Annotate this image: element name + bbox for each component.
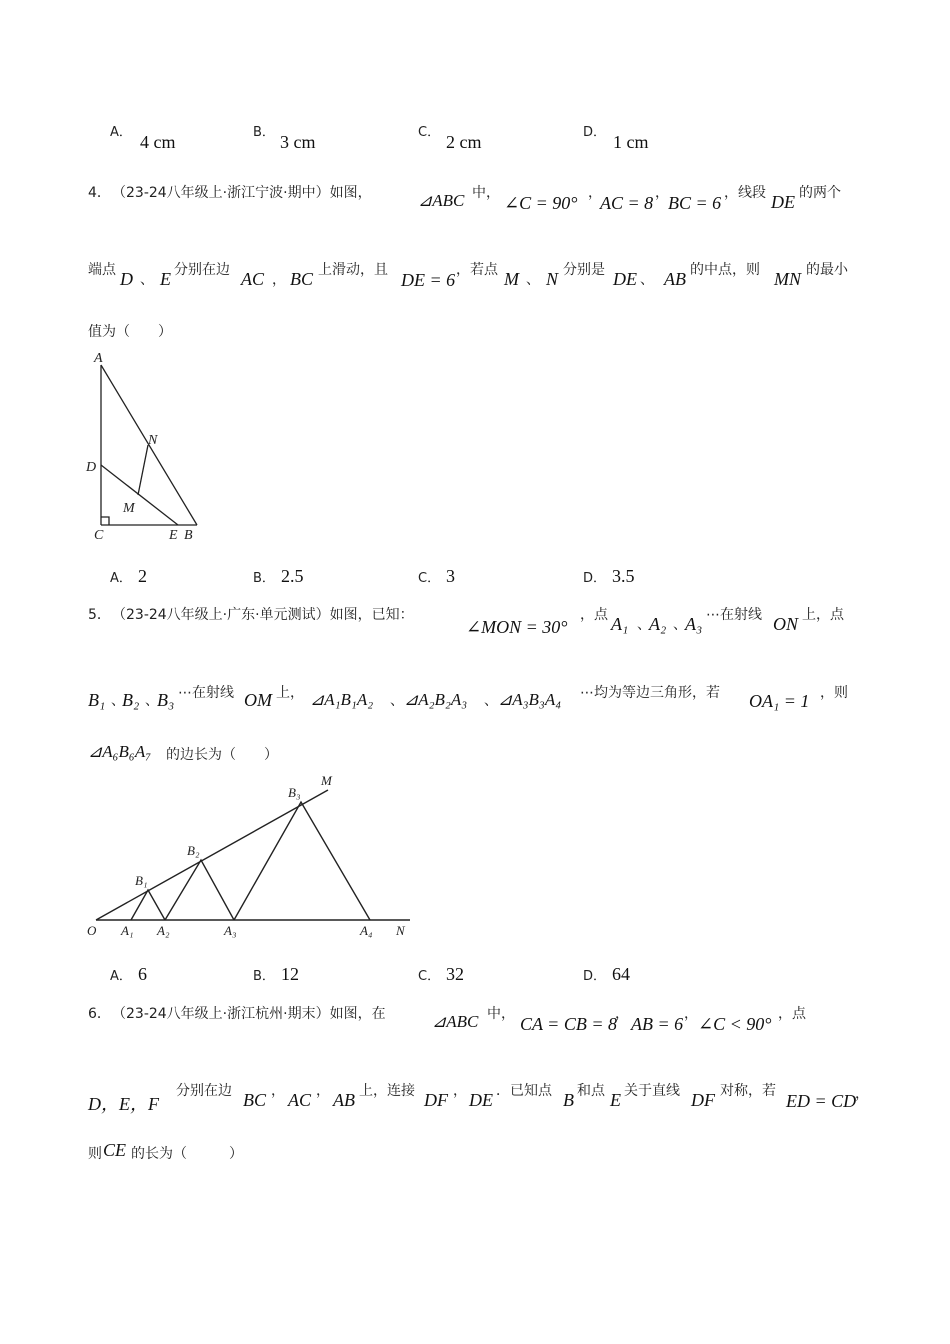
- q4-text: 的两个: [799, 185, 841, 201]
- q4-de: DE: [771, 192, 795, 212]
- q5-math: A₃: [685, 614, 703, 634]
- q5-math: ⊿A₃B₃A₄: [498, 690, 562, 709]
- q4-label-d: D: [86, 460, 97, 475]
- q5-option-a-label: A．: [110, 969, 132, 984]
- q5-math: B₃: [157, 690, 175, 710]
- q6-text: ，点: [778, 1006, 806, 1022]
- q6-math: E: [610, 1090, 621, 1110]
- q5-option-c-value: 32: [446, 964, 464, 984]
- q4-triangle: ⊿ABC: [418, 191, 465, 210]
- q5-text: ⋯在射线: [178, 685, 234, 701]
- q4-ac: AC = 8: [600, 193, 654, 213]
- q4-text: ，: [588, 185, 602, 201]
- q3-option-d-value: 1 cm: [613, 132, 649, 152]
- q5-math: A₁: [611, 614, 629, 634]
- q4-option-b-label: B．: [253, 571, 275, 586]
- q5-label-a3: A₃: [224, 923, 237, 938]
- q4-text: 分别在边: [174, 262, 230, 278]
- q4-bc: BC = 6: [668, 193, 722, 213]
- q5-option-d-label: D．: [583, 969, 607, 984]
- q6-text: ，: [316, 1083, 330, 1099]
- q5-text: ⋯均为等边三角形，若: [580, 685, 720, 701]
- q5-math: ⊿A₁B₁A₂: [310, 690, 374, 709]
- q6-math: DF: [691, 1090, 715, 1110]
- q3-option-b-value: 3 cm: [280, 132, 316, 152]
- q5-figure: [80, 768, 420, 943]
- q6-text: ，: [684, 1006, 698, 1022]
- q5-text: 、: [145, 693, 159, 709]
- q6-math: B: [563, 1090, 574, 1110]
- q4-label-b: B: [184, 528, 193, 543]
- q6-ce: CE: [103, 1140, 127, 1160]
- q6-source: （23-24八年级上·浙江杭州·期末）如图，在: [112, 1006, 386, 1022]
- q6-text: ，: [615, 1006, 629, 1022]
- q5-math: ⊿A₂B₂A₃: [404, 690, 468, 709]
- q5-text: 、: [111, 693, 125, 709]
- q5-text: ，则: [820, 685, 848, 701]
- q5-math: OM: [244, 690, 272, 710]
- q5-label-a4: A₄: [360, 923, 373, 938]
- q4-source: （23-24八年级上·浙江宁波·期中）如图，: [112, 185, 372, 201]
- q5-label-o: O: [87, 923, 97, 938]
- q4-label-a: A: [94, 351, 103, 366]
- q3-option-a-label: A．: [110, 125, 132, 140]
- q5-option-b-label: B．: [253, 969, 275, 984]
- q5-target-triangle: ⊿A₆B₆A₇: [88, 742, 152, 761]
- q3-option-c-label: C．: [418, 125, 441, 140]
- q4-math: M: [504, 269, 519, 289]
- q5-label-b2: B₂: [187, 843, 200, 858]
- q6-math: DE: [469, 1090, 493, 1110]
- q4-label-e: E: [169, 528, 178, 543]
- q6-math: ED = CD: [786, 1091, 857, 1111]
- q4-text: 的中点，则: [690, 262, 760, 278]
- q6-text: ，: [271, 1083, 285, 1099]
- q4-text: 端点: [88, 262, 116, 278]
- q4-option-a-value: 2: [138, 566, 147, 586]
- q4-option-c-value: 3: [446, 566, 455, 586]
- q4-math: BC: [290, 269, 314, 289]
- q4-text: 的最小: [806, 262, 848, 278]
- q4-option-d-label: D．: [583, 571, 607, 586]
- q6-math: AB = 6: [631, 1014, 684, 1034]
- q6-math: ∠C < 90°: [698, 1014, 772, 1034]
- q6-math: BC: [243, 1090, 267, 1110]
- q5-option-c-label: C．: [418, 969, 441, 984]
- q5-label-a2: A₂: [157, 923, 170, 938]
- q3-option-d-label: D．: [583, 125, 607, 140]
- q4-text: ，若点: [456, 262, 498, 278]
- q5-text: 、: [484, 693, 498, 709]
- q3-option-b-label: B．: [253, 125, 275, 140]
- q4-label-n: N: [148, 433, 158, 448]
- q5-math: A₂: [649, 614, 667, 634]
- q4-math: D: [120, 269, 133, 289]
- q4-label-c: C: [94, 528, 104, 543]
- q5-option-a-value: 6: [138, 964, 147, 984]
- q4-figure: [80, 345, 210, 545]
- q5-math: ON: [773, 614, 799, 634]
- q5-math: B₁: [88, 690, 106, 710]
- q6-text: 分别在边: [176, 1083, 232, 1099]
- q4-stem-end: 值为（ ）: [88, 324, 172, 340]
- q4-text: 分别是: [563, 262, 605, 278]
- q4-option-b-value: 2.5: [281, 566, 304, 586]
- q6-text: 和点: [577, 1083, 605, 1099]
- q5-text: ⋯在射线: [706, 607, 762, 623]
- q5-source: （23-24八年级上·广东·单元测试）如图，已知：: [112, 607, 414, 623]
- q4-math: N: [546, 269, 559, 289]
- q4-number: 4．: [88, 185, 111, 201]
- q5-label-m: M: [321, 773, 332, 788]
- q4-math: AC: [241, 269, 265, 289]
- q5-number: 5．: [88, 607, 111, 623]
- q6-text: 对称，若: [720, 1083, 776, 1099]
- q4-option-d-value: 3.5: [612, 566, 635, 586]
- q5-math: OA₁ = 1: [749, 691, 810, 711]
- q6-text: 中，: [487, 1006, 515, 1022]
- q6-text: 关于直线: [624, 1083, 680, 1099]
- q4-angle: ∠C = 90°: [504, 193, 578, 213]
- q4-math: DE = 6: [401, 270, 456, 290]
- q6-triangle: ⊿ABC: [432, 1012, 479, 1031]
- q6-math: D，E，F: [88, 1094, 159, 1114]
- q6-math: CA = CB = 8: [520, 1014, 617, 1034]
- q6-math: AC: [288, 1090, 312, 1110]
- q5-label-n: N: [396, 923, 405, 938]
- q5-option-b-value: 12: [281, 964, 299, 984]
- q6-math: DF: [424, 1090, 448, 1110]
- q5-label-b1: B₁: [135, 873, 148, 888]
- q4-math: E: [160, 269, 171, 289]
- q6-number: 6．: [88, 1006, 111, 1022]
- q4-text: ，线段: [724, 185, 766, 201]
- q6-text: ，: [453, 1083, 467, 1099]
- q4-option-a-label: A．: [110, 571, 132, 586]
- q5-stem-end: 的边长为（ ）: [166, 747, 278, 763]
- q3-option-c-value: 2 cm: [446, 132, 482, 152]
- q5-text: 上，点: [802, 607, 844, 623]
- q4-label-m: M: [123, 501, 135, 516]
- q4-text: 、: [640, 272, 654, 288]
- q5-label-b3: B₃: [288, 785, 301, 800]
- q5-text: 、: [390, 693, 404, 709]
- q5-math: B₂: [122, 690, 140, 710]
- q4-text: ，: [272, 272, 286, 288]
- q5-option-d-value: 64: [612, 964, 630, 984]
- q6-stem-end: 的长为（ ）: [131, 1146, 243, 1162]
- q3-option-a-value: 4 cm: [140, 132, 176, 152]
- q4-math: MN: [774, 269, 801, 289]
- q6-math: AB: [333, 1090, 355, 1110]
- q5-angle: ∠MON = 30°: [466, 617, 568, 637]
- q5-text: 上，: [276, 685, 304, 701]
- q6-text: ．已知点: [496, 1083, 552, 1099]
- q5-text: ，点: [580, 607, 608, 623]
- q4-option-c-label: C．: [418, 571, 441, 586]
- q4-text: 中，: [472, 185, 500, 201]
- q5-text: 、: [637, 617, 651, 633]
- q5-label-a1: A₁: [121, 923, 134, 938]
- q4-text: 、: [140, 272, 154, 288]
- q4-math: DE: [613, 269, 637, 289]
- q4-text: 、: [526, 272, 540, 288]
- q6-stem-prefix: 则: [88, 1146, 102, 1162]
- q4-math: AB: [664, 269, 686, 289]
- q5-text: 、: [673, 617, 687, 633]
- q6-text: 上，连接: [359, 1083, 415, 1099]
- q4-text: ，: [655, 185, 669, 201]
- q6-text: ，: [855, 1086, 869, 1102]
- q4-text: 上滑动，且: [318, 262, 388, 278]
